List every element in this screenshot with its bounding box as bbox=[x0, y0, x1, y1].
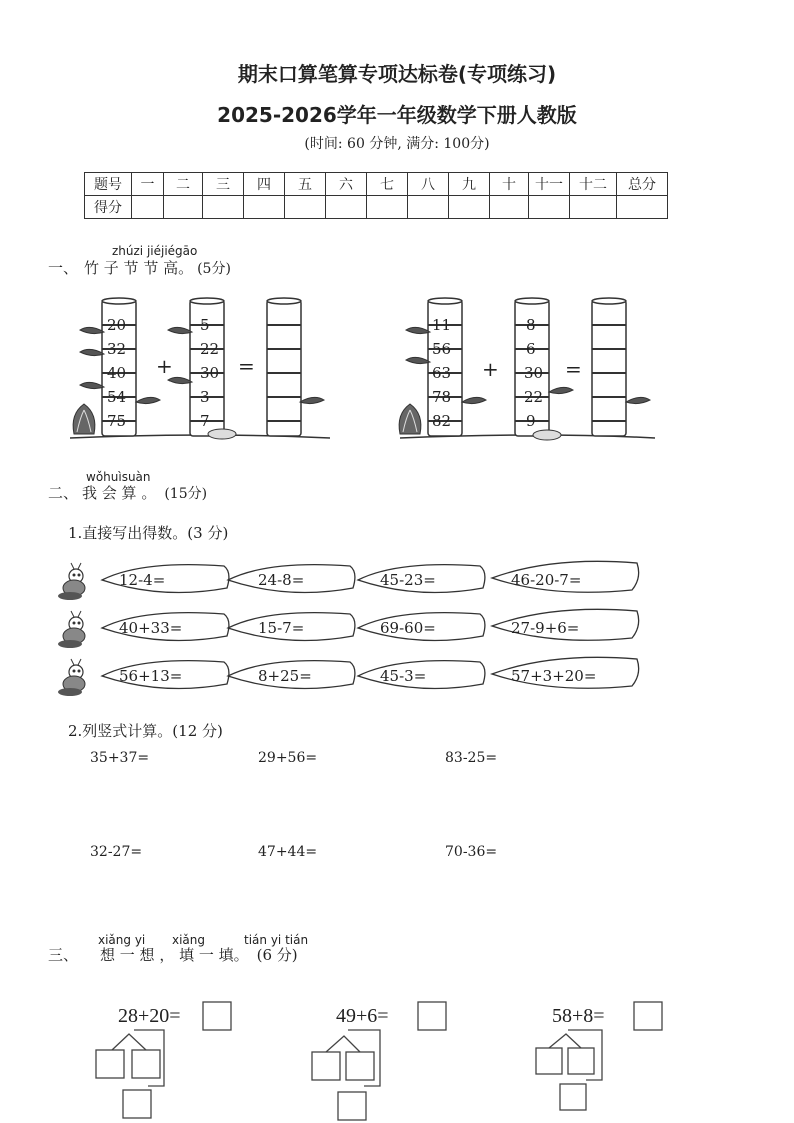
vertical-calc-problem: 32-27= bbox=[90, 844, 143, 860]
split-box[interactable] bbox=[96, 1050, 124, 1078]
score-input-cell[interactable] bbox=[617, 196, 668, 219]
score-cell: 三 bbox=[203, 173, 244, 196]
split-box[interactable] bbox=[312, 1052, 340, 1080]
sum-box[interactable] bbox=[560, 1084, 586, 1110]
page-subtitle-grade: 2025-2026学年一年级数学下册人教版 bbox=[217, 103, 577, 127]
section2-title: 我 会 算 。 bbox=[82, 484, 157, 502]
equals-sign: = bbox=[238, 354, 255, 378]
score-input-cell[interactable] bbox=[529, 196, 570, 219]
score-input-cell[interactable] bbox=[285, 196, 326, 219]
section2-pinyin: wǒhuìsuàn bbox=[86, 470, 151, 484]
section2-part2-title: 2.列竖式计算。(12 分) bbox=[68, 722, 223, 740]
bamboo-number: 22 bbox=[200, 340, 220, 358]
score-table-header-row bbox=[85, 173, 668, 196]
exam-info: (时间: 60 分钟, 满分: 100分) bbox=[304, 136, 490, 152]
bamboo-number: 40 bbox=[107, 364, 127, 382]
bamboo-number: 7 bbox=[200, 412, 210, 430]
leaf-problem: 15-7= bbox=[258, 619, 305, 637]
score-input-cell[interactable] bbox=[490, 196, 529, 219]
leaf-problem: 56+13= bbox=[119, 667, 183, 685]
section2-number: 二、 bbox=[48, 484, 79, 502]
section3-points: (6 分) bbox=[256, 946, 298, 964]
answer-box[interactable] bbox=[634, 1002, 662, 1030]
leaf-problem: 40+33= bbox=[119, 619, 183, 637]
split-box[interactable] bbox=[568, 1048, 594, 1074]
score-cell: 得分 bbox=[85, 196, 132, 219]
vertical-calc-problem: 35+37= bbox=[90, 750, 150, 766]
score-input-cell[interactable] bbox=[449, 196, 490, 219]
score-input-cell[interactable] bbox=[570, 196, 617, 219]
section3-number: 三、 bbox=[48, 946, 79, 964]
section3-pinyin-2: xiǎng bbox=[172, 933, 206, 947]
score-cell: 题号 bbox=[85, 173, 132, 196]
score-cell: 五 bbox=[285, 173, 326, 196]
leaf-problem: 69-60= bbox=[380, 619, 436, 637]
section3-heading bbox=[48, 944, 298, 965]
leaf-problem: 46-20-7= bbox=[511, 571, 582, 589]
score-cell: 十二 bbox=[570, 173, 617, 196]
stone-icon bbox=[208, 429, 236, 439]
bamboo-number: 3 bbox=[200, 388, 210, 406]
decompose-problem: 49+6= bbox=[336, 1005, 389, 1027]
leaf-problem: 8+25= bbox=[258, 667, 312, 685]
bamboo-number: 11 bbox=[432, 316, 452, 334]
score-cell: 十一 bbox=[529, 173, 570, 196]
section1-pinyin: zhúzi jiéjiégāo bbox=[112, 244, 198, 258]
leaf-problem: 27-9+6= bbox=[511, 619, 580, 637]
section3-pinyin-3: tián yi tián bbox=[244, 933, 309, 947]
score-cell: 七 bbox=[367, 173, 408, 196]
section1-heading bbox=[48, 257, 231, 278]
leaf-problem: 12-4= bbox=[119, 571, 166, 589]
score-input-cell[interactable] bbox=[326, 196, 367, 219]
bamboo-number: 20 bbox=[107, 316, 127, 334]
vertical-calc-problem: 70-36= bbox=[445, 844, 498, 860]
leaf-exercises bbox=[56, 556, 656, 706]
section3-title: 想 一 想 ， 填 一 填。 bbox=[100, 946, 249, 964]
bamboo-number: 30 bbox=[524, 364, 544, 382]
decompose-diagrams bbox=[90, 996, 690, 1122]
equals-sign: = bbox=[565, 357, 582, 381]
score-cell: 二 bbox=[164, 173, 203, 196]
bamboo-number: 75 bbox=[107, 412, 127, 430]
score-cell: 六 bbox=[326, 173, 367, 196]
leaf-problem: 24-8= bbox=[258, 571, 305, 589]
sum-box[interactable] bbox=[338, 1092, 366, 1120]
leaf-problem: 45-23= bbox=[380, 571, 436, 589]
sum-box[interactable] bbox=[123, 1090, 151, 1118]
vertical-calc-problem: 83-25= bbox=[445, 750, 498, 766]
bamboo-number: 9 bbox=[526, 412, 536, 430]
caterpillar-icon bbox=[58, 563, 85, 600]
section2-points: (15分) bbox=[164, 486, 208, 502]
bamboo-number: 5 bbox=[200, 316, 210, 334]
plus-sign: + bbox=[156, 354, 173, 378]
score-cell: 十 bbox=[490, 173, 529, 196]
score-cell: 四 bbox=[244, 173, 285, 196]
section1-title: 竹 子 节 节 高。 bbox=[84, 259, 194, 277]
vertical-calc-problem: 29+56= bbox=[258, 750, 318, 766]
caterpillar-icon bbox=[58, 611, 85, 648]
score-cell: 总分 bbox=[617, 173, 668, 196]
score-cell: 九 bbox=[449, 173, 490, 196]
score-input-cell[interactable] bbox=[367, 196, 408, 219]
score-input-cell[interactable] bbox=[244, 196, 285, 219]
split-box[interactable] bbox=[132, 1050, 160, 1078]
bamboo-shoot-icon bbox=[399, 404, 421, 434]
bamboo-number: 6 bbox=[526, 340, 536, 358]
vertical-calc-problem: 47+44= bbox=[258, 844, 318, 860]
split-box[interactable] bbox=[536, 1048, 562, 1074]
bamboo-number: 22 bbox=[524, 388, 544, 406]
score-cell: 一 bbox=[132, 173, 164, 196]
score-input-cell[interactable] bbox=[408, 196, 449, 219]
bamboo-number: 78 bbox=[432, 388, 452, 406]
section2-part1-title: 1.直接写出得数。(3 分) bbox=[68, 524, 229, 542]
section1-number: 一、 bbox=[48, 259, 79, 277]
bamboo-number: 56 bbox=[432, 340, 452, 358]
decompose-problem: 28+20= bbox=[118, 1005, 181, 1027]
page-title: 期末口算笔算专项达标卷(专项练习) bbox=[237, 62, 557, 86]
bamboo-answer-2 bbox=[592, 298, 650, 436]
score-table-score-row bbox=[85, 196, 668, 219]
score-input-cell[interactable] bbox=[132, 196, 164, 219]
score-input-cell[interactable] bbox=[203, 196, 244, 219]
section3-pinyin-1: xiǎng yi bbox=[98, 933, 146, 947]
answer-box[interactable] bbox=[203, 1002, 231, 1030]
bamboo-number: 30 bbox=[200, 364, 220, 382]
section2-heading bbox=[48, 482, 207, 503]
score-input-cell[interactable] bbox=[164, 196, 203, 219]
bamboo-number: 82 bbox=[432, 412, 452, 430]
bamboo-answer-1 bbox=[267, 298, 324, 436]
leaf-problem: 45-3= bbox=[380, 667, 427, 685]
split-box[interactable] bbox=[346, 1052, 374, 1080]
bamboo-number: 32 bbox=[107, 340, 127, 358]
decompose-problem: 58+8= bbox=[552, 1005, 605, 1027]
section1-points: (5分) bbox=[197, 261, 231, 277]
score-table bbox=[84, 172, 668, 219]
score-cell: 八 bbox=[408, 173, 449, 196]
caterpillar-icon bbox=[58, 659, 85, 696]
leaf-problem: 57+3+20= bbox=[511, 667, 597, 685]
bamboo-number: 63 bbox=[432, 364, 452, 382]
bamboo-number: 54 bbox=[107, 388, 127, 406]
bamboo-shoot-icon bbox=[73, 404, 95, 434]
plus-sign: + bbox=[482, 357, 499, 381]
bamboo-illustration bbox=[60, 292, 660, 452]
bamboo-number: 8 bbox=[526, 316, 536, 334]
answer-box[interactable] bbox=[418, 1002, 446, 1030]
stone-icon bbox=[533, 430, 561, 440]
